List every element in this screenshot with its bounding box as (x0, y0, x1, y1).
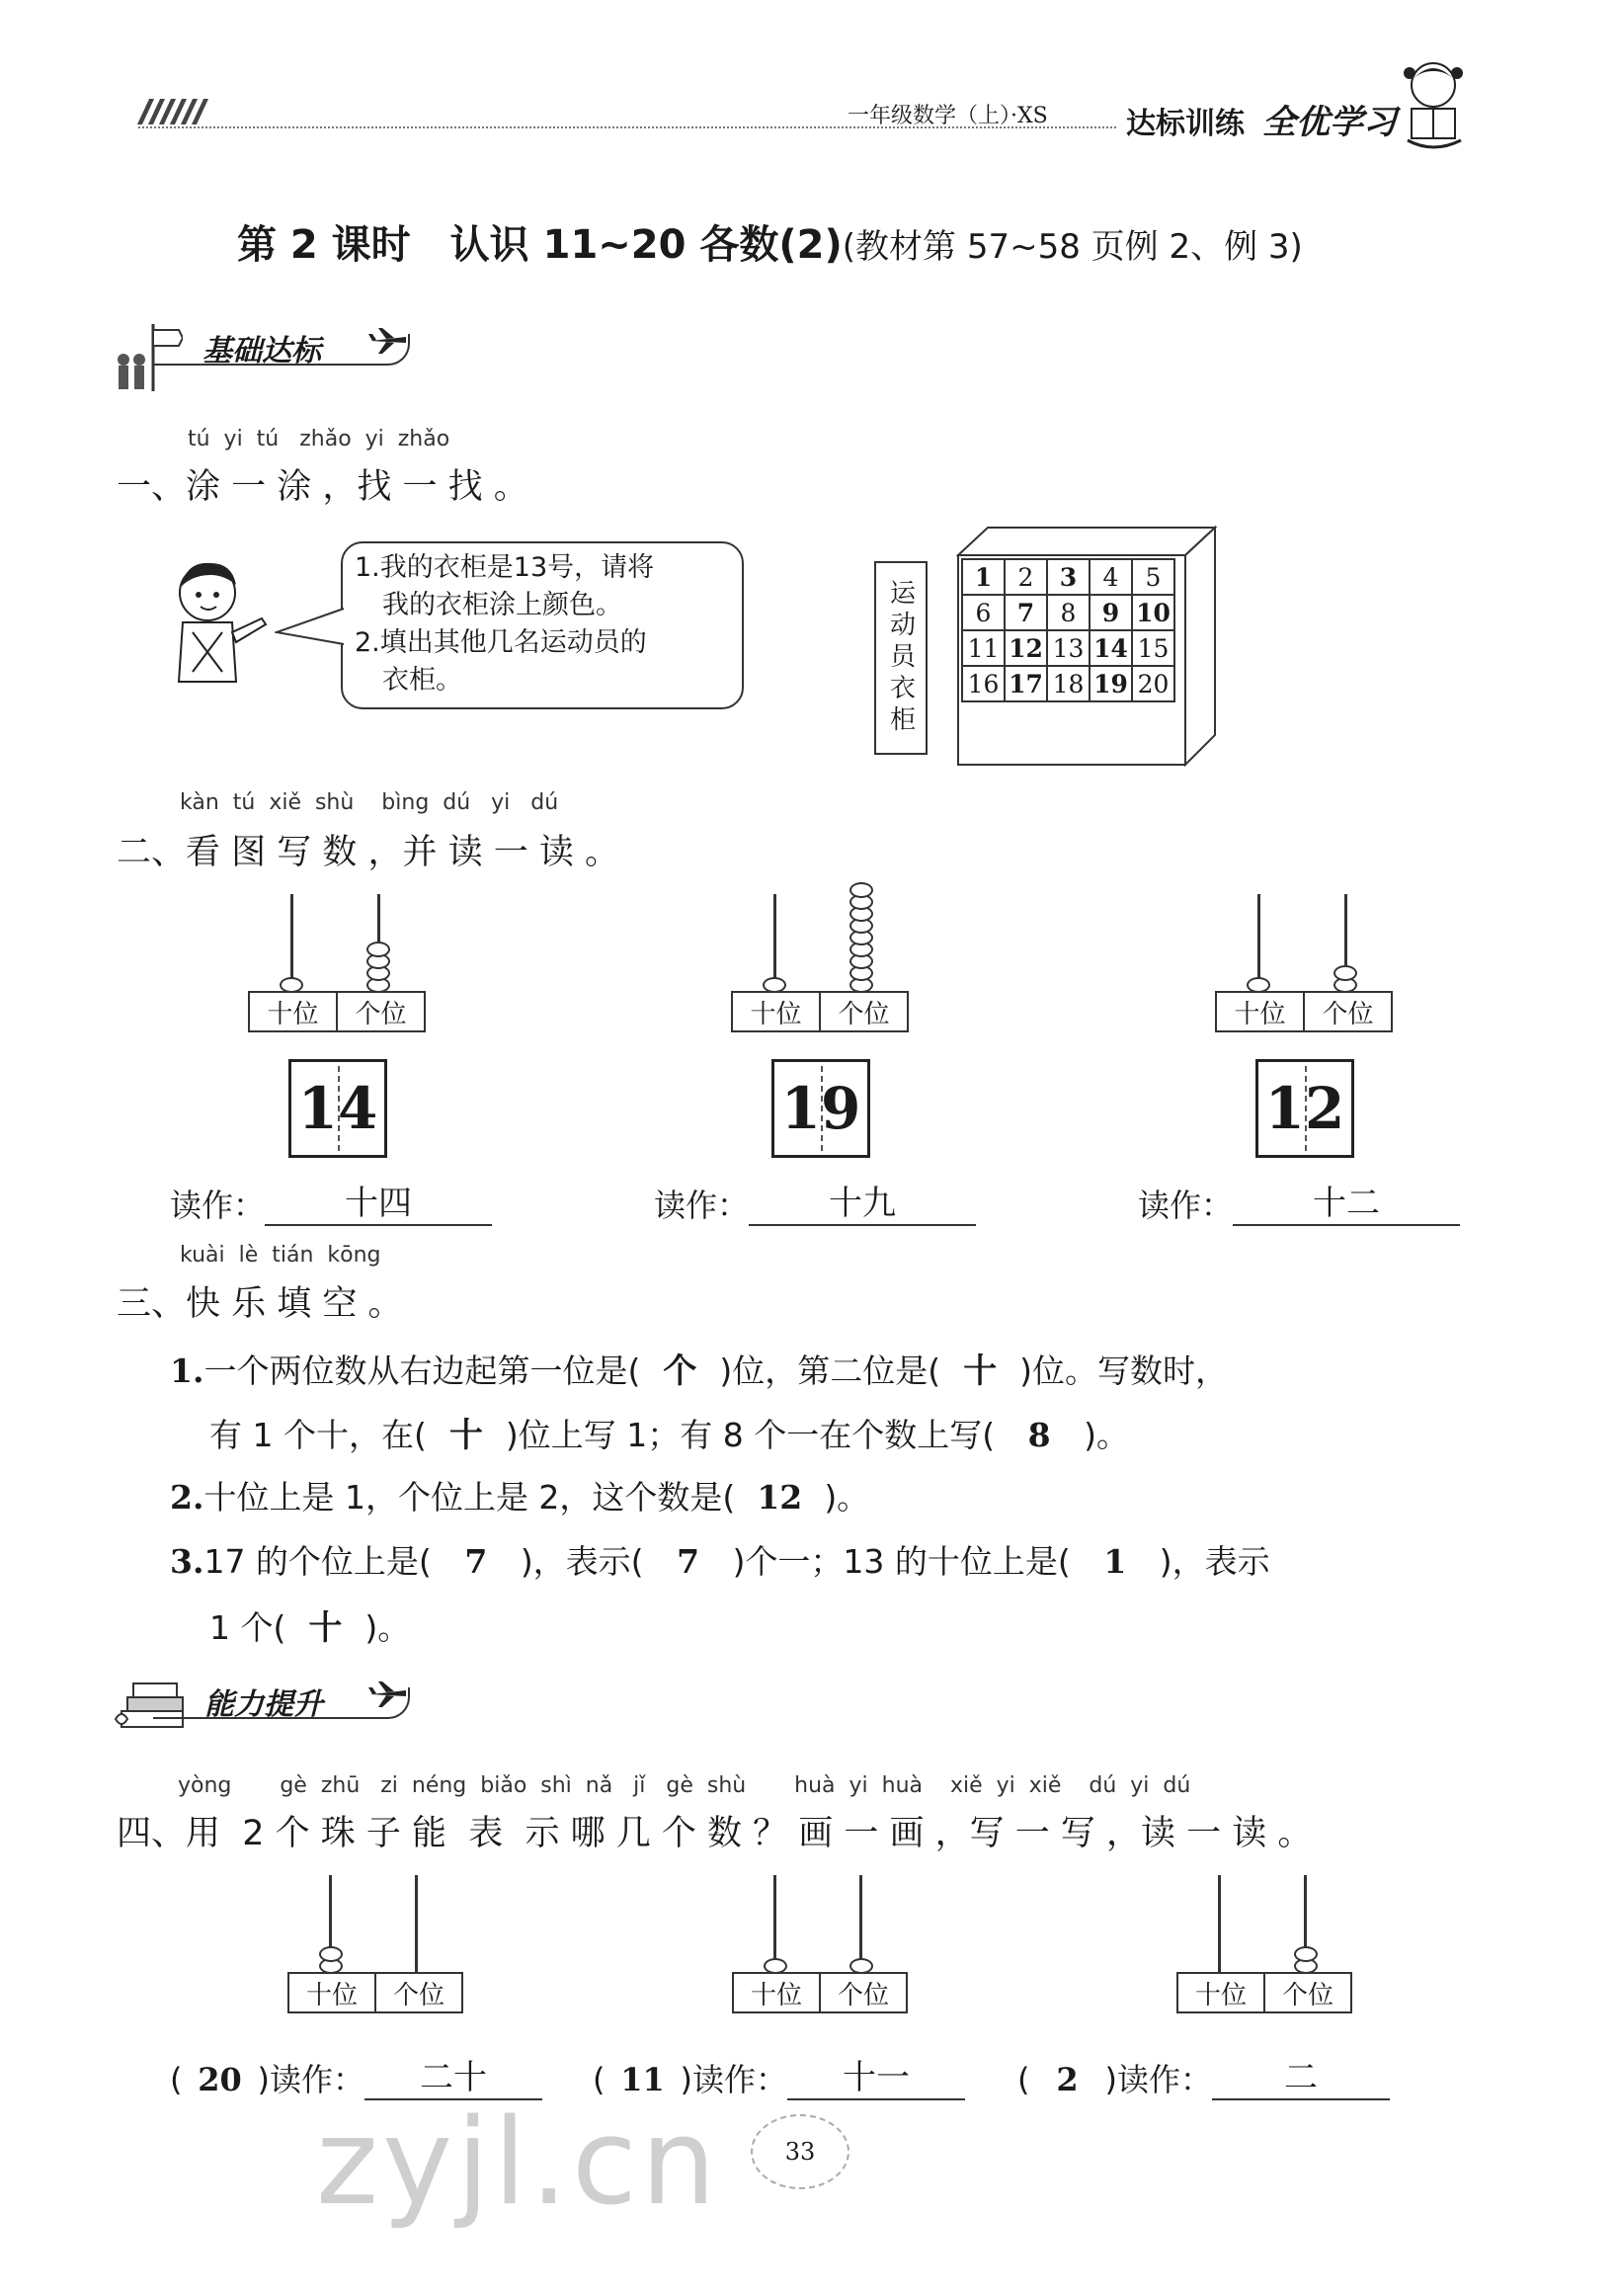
locker-cell[interactable]: 4 (1091, 560, 1133, 596)
bubble-line-3: 2.填出其他几名运动员的 (355, 627, 647, 658)
q3-item-2-number: 2. (170, 1478, 204, 1517)
q3-item-3-number: 3. (170, 1542, 204, 1581)
bubble-line-1: 1.我的衣柜是13号，请将 (355, 552, 655, 583)
locker-cell[interactable]: 11 (963, 631, 1006, 667)
q3-answer-5[interactable]: 12 (757, 1478, 803, 1517)
locker-cell[interactable]: 7 (1006, 596, 1048, 631)
q3-text: )。 (1084, 1416, 1129, 1454)
place-value-table (1176, 1972, 1352, 2013)
ones-label: 个位 (1303, 993, 1391, 1030)
written-number: 14 (297, 1075, 378, 1142)
q3-answer-9[interactable]: 十 (308, 1608, 343, 1648)
written-number: 12 (1264, 1075, 1345, 1142)
q3-text: 17 的个位上是( (203, 1542, 432, 1581)
locker-cell[interactable]: 2 (1006, 560, 1048, 596)
locker-cell[interactable]: 6 (963, 596, 1006, 631)
q3-answer-7[interactable]: 7 (677, 1542, 700, 1581)
paren: ( (593, 2061, 606, 2098)
tens-label: 十位 (750, 1980, 802, 2010)
q3-text: )，表示 (1159, 1542, 1270, 1581)
q3-text: )。 (824, 1478, 870, 1517)
read-label: 读作： (170, 1187, 266, 1224)
ones-label: 个位 (336, 993, 424, 1030)
q1-heading: 一、涂 一 涂 ，找 一 找 。 (117, 467, 528, 507)
reading-answer[interactable]: 十九 (749, 1176, 976, 1226)
q3-answer-3[interactable]: 十 (448, 1416, 483, 1455)
ones-rod (415, 1875, 418, 1972)
bubble-line-4: 衣柜。 (382, 665, 462, 696)
read-label: )读作： (1104, 2061, 1212, 2098)
tens-label: 十位 (1194, 1980, 1247, 2010)
read-label: )读作： (680, 2061, 787, 2098)
tens-label: 十位 (305, 1980, 358, 2010)
written-number[interactable]: 20 (198, 2061, 242, 2098)
locker-cell[interactable]: 18 (1048, 667, 1091, 702)
place-value-table (287, 1972, 463, 2013)
q3-text: 有 1 个十，在( (209, 1416, 427, 1454)
header-series: 达标训练 (1126, 107, 1245, 141)
tens-label: 十位 (750, 999, 802, 1029)
reading-row (1017, 2050, 1390, 2100)
q3-text: 1 个( (209, 1608, 286, 1647)
cabinet-label: 运动员衣柜 (885, 579, 916, 737)
q3-answer-1[interactable]: 个 (663, 1352, 697, 1391)
watermark: zyjl.cn (316, 2094, 720, 2232)
q3-pinyin: kuài lè tián kōng (180, 1243, 381, 1268)
locker-cell[interactable]: 20 (1133, 667, 1175, 702)
q3-text: )位上写 1；有 8 个一在个数上写( (505, 1416, 996, 1454)
header-book: 一年级数学（上）·XS (848, 104, 1048, 128)
written-number[interactable]: 11 (620, 2061, 665, 2098)
q3-text: )个一；13 的十位上是( (732, 1542, 1071, 1581)
q3-text: 一个两位数从右边起第一位是( (203, 1352, 641, 1390)
locker-cell[interactable]: 10 (1133, 596, 1175, 631)
ones-bead (1294, 1946, 1318, 1962)
locker-cell[interactable]: 16 (963, 667, 1006, 702)
locker-cell[interactable]: 1 (963, 560, 1006, 596)
q3-text: )位。写数时， (1019, 1352, 1228, 1390)
bubble-line-2: 我的衣柜涂上颜色。 (382, 590, 622, 620)
q2-pinyin: kàn tú xiě shù bìng dú yi dú (180, 790, 559, 815)
tens-rod (1218, 1875, 1221, 1972)
locker-cell[interactable]: 9 (1091, 596, 1133, 631)
reading-answer[interactable]: 二 (1212, 2050, 1390, 2100)
section-ability-label: 能力提升 (204, 1687, 323, 1722)
q3-answer-8[interactable]: 1 (1103, 1542, 1127, 1581)
read-label: 读作： (654, 1187, 750, 1224)
read-label: )读作： (257, 2061, 364, 2098)
q4-heading: 四、用 2 个 珠 子 能 表 示 哪 几 个 数 ？ 画 一 画 ，写 一 写 ，读 一 读 。 (117, 1814, 1313, 1853)
page-number-badge (751, 2114, 849, 2189)
written-number[interactable]: 2 (1056, 2061, 1079, 2098)
paren: ( (1017, 2061, 1030, 2098)
reading-row (593, 2050, 965, 2100)
q3-answer-6[interactable]: 7 (464, 1542, 488, 1581)
reading-answer[interactable]: 二十 (364, 2050, 542, 2100)
locker-cell[interactable]: 14 (1091, 631, 1133, 667)
tens-label: 十位 (1234, 999, 1286, 1029)
locker-cell[interactable]: 17 (1006, 667, 1048, 702)
lesson-title-text: 第 2 课时 认识 11~20 各数(2) (237, 222, 843, 268)
tens-label: 十位 (267, 999, 319, 1029)
locker-cell[interactable]: 15 (1133, 631, 1175, 667)
reading-answer[interactable]: 十一 (787, 2050, 965, 2100)
locker-cell[interactable]: 13 (1048, 631, 1091, 667)
read-label: 读作： (1138, 1187, 1234, 1224)
place-value-table (732, 1972, 908, 2013)
q3-text: )，表示( (520, 1542, 644, 1581)
locker-cell[interactable]: 8 (1048, 596, 1091, 631)
q1-pinyin: tú yi tú zhǎo yi zhǎo (188, 427, 450, 451)
q3-answer-2[interactable]: 十 (963, 1352, 998, 1391)
ones-label: 个位 (1263, 1974, 1350, 2011)
paren: ( (170, 2061, 183, 2098)
locker-cell[interactable]: 12 (1006, 631, 1048, 667)
header-brand-logo: 全优学习 (1262, 103, 1397, 142)
locker-cell[interactable]: 3 (1048, 560, 1091, 596)
q3-answer-4[interactable]: 8 (1027, 1416, 1051, 1454)
section-basic-label: 基础达标 (202, 334, 321, 369)
q3-text: )。 (364, 1608, 411, 1647)
q3-item-1-number: 1. (170, 1352, 204, 1390)
ones-label: 个位 (374, 1974, 461, 2011)
q2-heading: 二、看 图 写 数 ，并 读 一 读 。 (117, 833, 620, 872)
ones-label: 个位 (819, 1974, 906, 2011)
reading-answer[interactable]: 十四 (265, 1176, 492, 1226)
page-number: 33 (784, 2138, 816, 2166)
q3-text: )位，第二位是( (719, 1352, 941, 1390)
locker-cell[interactable]: 5 (1133, 560, 1175, 596)
locker-cell[interactable]: 19 (1091, 667, 1133, 702)
q3-heading: 三、快 乐 填 空 。 (117, 1284, 403, 1324)
reading-answer[interactable]: 十二 (1233, 1176, 1460, 1226)
q4-pinyin: yòng gè zhū zi néng biǎo shì nǎ jǐ gè shù huà yi huà xiě yi xiě dú yi dú (178, 1773, 1191, 1798)
lesson-reference: (教材第 57~58 页例 2、例 3) (842, 227, 1303, 267)
written-number: 19 (780, 1075, 861, 1142)
tens-bead (319, 1946, 343, 1962)
ones-label: 个位 (819, 993, 907, 1030)
reading-row (170, 2050, 542, 2100)
q3-text: 十位上是 1，个位上是 2，这个数是( (203, 1478, 736, 1517)
